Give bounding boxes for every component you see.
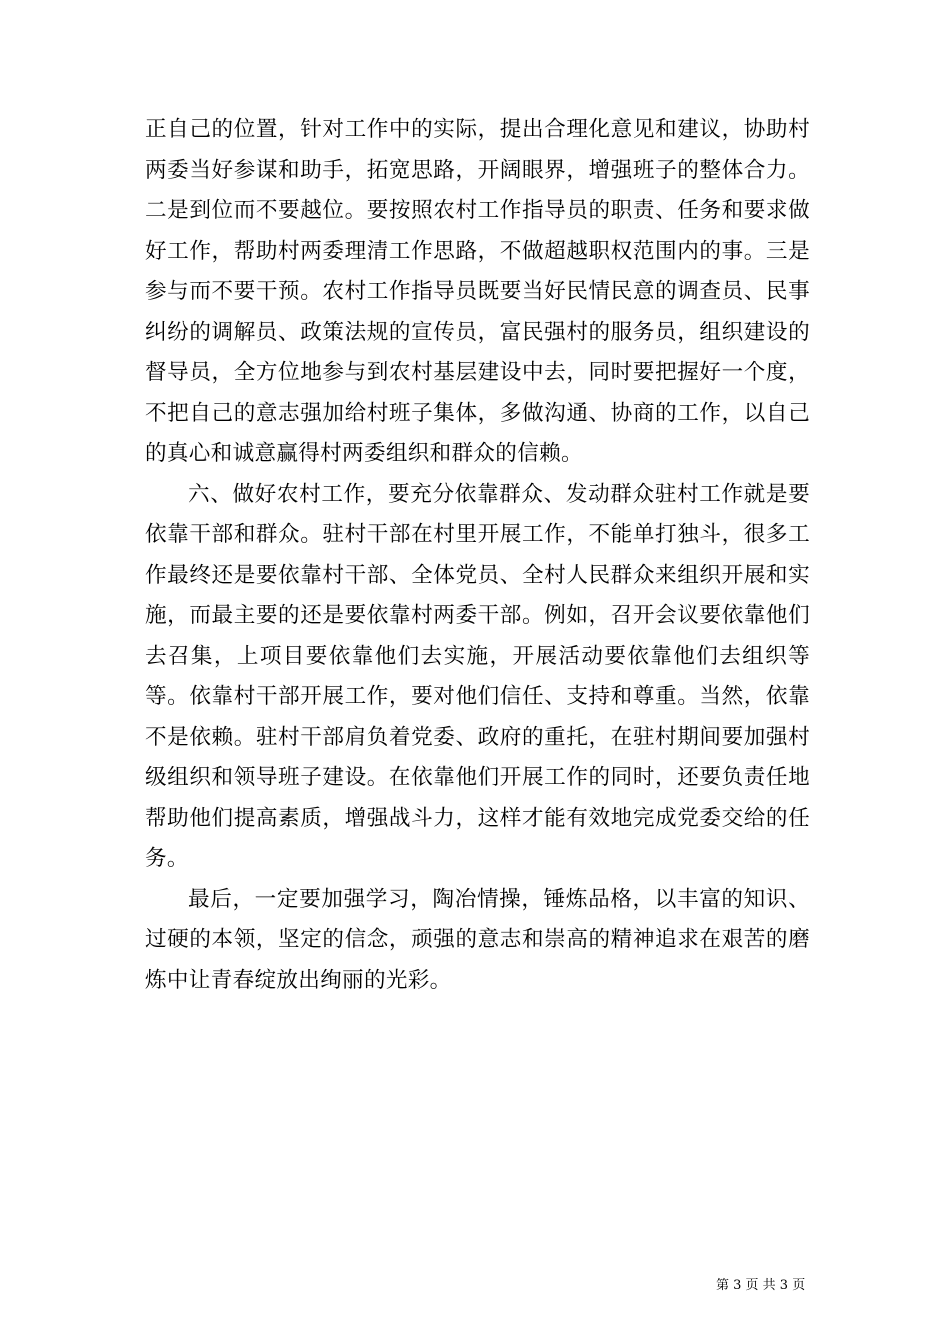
- page-number-footer: 第 3 页 共 3 页: [716, 1278, 806, 1293]
- paragraph-section-six: 六、做好农村工作，要充分依靠群众、发动群众驻村工作就是要依靠干部和群众。驻村干部在村里开展工作，不能单打独斗，很多工作最终还是要依靠村干部、全体党员、全村人民群众来组织开展和实施，而最主要的还是要依靠村两委干部。例如，召开会议要依靠他们去召集，上项目要依靠他们去实施，开展活动要依靠他们去组织等等。依靠村干部开展工作，要对他们信任、支持和尊重。当然，依靠不是依赖。驻村干部肩负着党委、政府的重托，在驻村期间要加强村级组织和领导班子建设。在依靠他们开展工作的同时，还要负责任地帮助他们提高素质，增强战斗力，这样才能有效地完成党委交给的任务。: [145, 481, 810, 871]
- paragraph-conclusion: 最后，一定要加强学习，陶冶情操，锤炼品格，以丰富的知识、过硬的本领，坚定的信念，顽强的意志和崇高的精神追求在艰苦的磨炼中让青春绽放出绚丽的光彩。: [145, 886, 810, 993]
- document-body: [145, 110, 810, 1001]
- paragraph-continued: 正自己的位置，针对工作中的实际，提出合理化意见和建议，协助村两委当好参谋和助手，拓宽思路，开阔眼界，增强班子的整体合力。二是到位而不要越位。要按照农村工作指导员的职责、任务和要求做好工作，帮助村两委理清工作思路，不做超越职权范围内的事。三是参与而不要干预。农村工作指导员既要当好民情民意的调查员、民事纠纷的调解员、政策法规的宣传员，富民强村的服务员，组织建设的督导员，全方位地参与到农村基层建设中去，同时要把握好一个度，不把自己的意志强加给村班子集体，多做沟通、协商的工作，以自己的真心和诚意赢得村两委组织和群众的信赖。: [145, 117, 810, 466]
